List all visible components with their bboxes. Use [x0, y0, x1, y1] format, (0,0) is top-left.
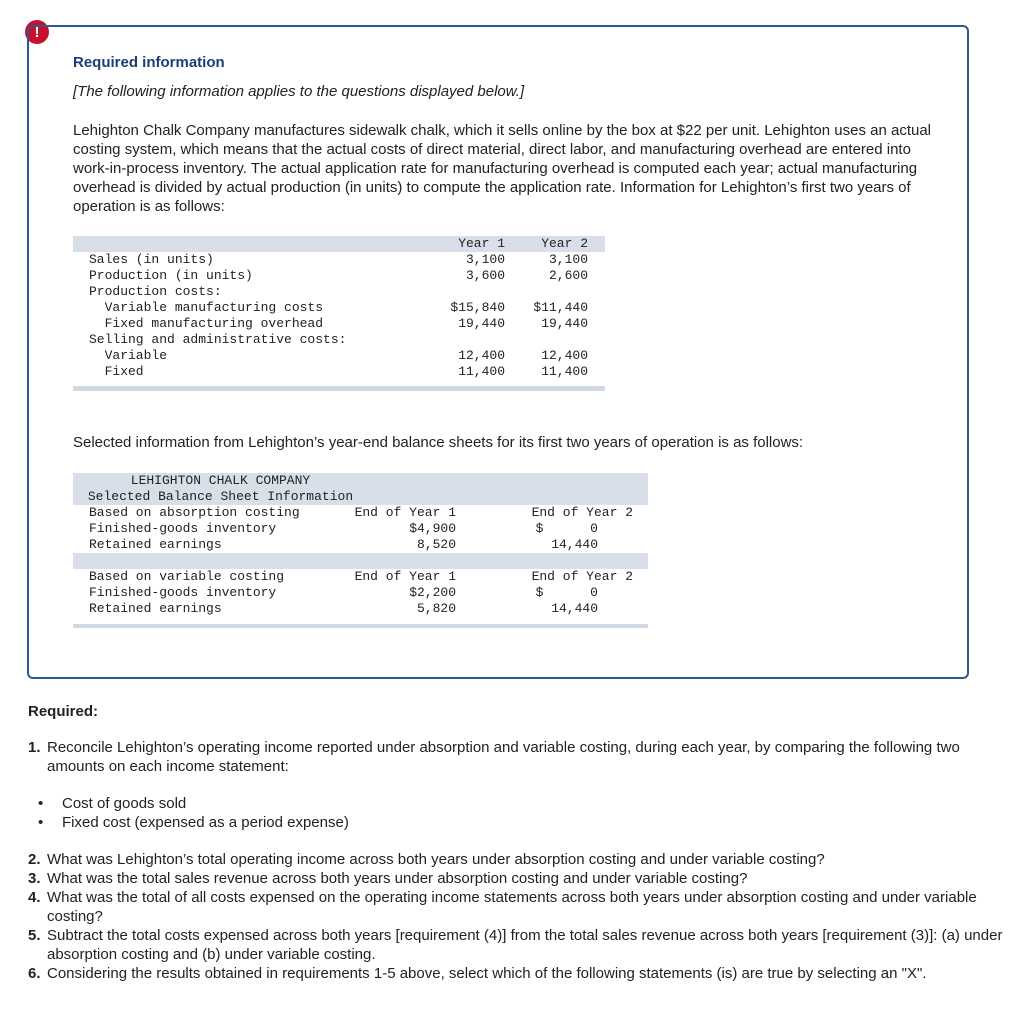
- cost-data-table: [73, 236, 605, 394]
- table-row: [73, 252, 605, 268]
- table-row: [73, 585, 648, 601]
- requirement-2: [28, 850, 1013, 869]
- table-row: [73, 569, 648, 585]
- requirement-text: What was the total of all costs expensed on the operating income statements across both years under absorption costing and under variable costing?: [47, 889, 977, 925]
- end-year2-value: $ 0: [535, 585, 598, 600]
- requirement-5: [28, 926, 1013, 964]
- table-separator-band: [73, 553, 648, 569]
- requirement-6: [28, 964, 1013, 983]
- section-label: Based on variable costing: [89, 569, 285, 584]
- table-row: [73, 601, 648, 617]
- year1-value: 12,400: [458, 348, 505, 363]
- year2-value: 11,400: [541, 364, 588, 379]
- table-header-row: [73, 236, 605, 252]
- year2-header: Year 2: [541, 236, 588, 251]
- end-year2-value: 14,440: [551, 601, 598, 616]
- row-label: Production (in units): [89, 268, 253, 283]
- required-title: Required:: [28, 703, 99, 720]
- table-row: [73, 284, 605, 300]
- end-year2-value: 14,440: [551, 537, 598, 552]
- list-item: • Cost of goods sold: [38, 795, 187, 812]
- table-row: [73, 505, 648, 521]
- table-row: [73, 348, 605, 364]
- year2-value: 19,440: [541, 316, 588, 331]
- section-label: Based on absorption costing: [89, 505, 300, 520]
- balance-sheet-intro: Selected information from Lehighton’s year-end balance sheets for its first two years of operation is as follows:: [73, 434, 804, 451]
- table-bottom-rule: [73, 624, 648, 628]
- requirement-text: Reconcile Lehighton’s operating income reported under absorption and variable costing, during each year, by comparing the following two amounts on each income statement:: [47, 739, 960, 775]
- row-label: Fixed: [89, 364, 144, 379]
- row-label: Variable manufacturing costs: [89, 300, 324, 315]
- company-title: LEHIGHTON CHALK COMPANY: [130, 473, 311, 488]
- row-label: Selling and administrative costs:: [89, 332, 347, 347]
- table-row: [73, 521, 648, 537]
- requirement-number: 2.: [28, 851, 41, 868]
- requirement-4: [28, 888, 1013, 926]
- year2-value: $11,440: [533, 300, 588, 315]
- year1-value: 11,400: [458, 364, 505, 379]
- requirement-number: 1.: [28, 739, 41, 756]
- balance-sheet-table: [73, 473, 648, 630]
- end-year1-header: End of Year 1: [354, 569, 456, 584]
- requirement-text: Subtract the total costs expensed across both years [requirement (4)] from the total sales revenue across both years [requirement (3)]: (a) under absorption costing and (b) under variable costing.: [47, 927, 1003, 963]
- year1-value: $15,840: [450, 300, 505, 315]
- section-heading: Required information: [73, 54, 225, 71]
- exclamation-icon: !: [25, 20, 49, 44]
- end-year1-value: 5,820: [416, 601, 456, 616]
- requirement-number: 3.: [28, 870, 41, 887]
- year1-value: 3,600: [465, 268, 505, 283]
- year2-value: 2,600: [548, 268, 588, 283]
- intro-paragraph: Lehighton Chalk Company manufactures sidewalk chalk, which it sells online by the box at $22 per unit. Lehighton uses an actual costing system, which means that the actual costs of direct material, direct labor, and manufacturing overhead are entered into work-in-process inventory. The actual application rate for manufacturing overhead is computed each year; actual manufacturing overhead is divided by actual production (in units) to compute the application rate. Information for Lehighton’s first two years of operation is as follows:: [73, 122, 932, 215]
- year2-value: 12,400: [541, 348, 588, 363]
- table-row: [73, 537, 648, 553]
- table-row: [73, 364, 605, 380]
- end-year2-header: End of Year 2: [531, 505, 633, 520]
- row-label: Variable: [89, 348, 168, 363]
- section-subheading: [The following information applies to the questions displayed below.]: [73, 83, 525, 100]
- requirement-1: [28, 738, 1013, 776]
- table-row: [73, 332, 605, 348]
- year2-value: 3,100: [548, 252, 588, 267]
- requirement-text: What was the total sales revenue across both years under absorption costing and under variable costing?: [47, 870, 748, 887]
- requirement-number: 5.: [28, 927, 41, 944]
- row-label: Retained earnings: [89, 601, 222, 616]
- requirement-number: 4.: [28, 889, 41, 906]
- requirement-3: [28, 869, 1013, 888]
- table-bottom-rule: [73, 386, 605, 391]
- end-year2-header: End of Year 2: [531, 569, 633, 584]
- end-year1-value: $2,200: [409, 585, 456, 600]
- requirement-text: Considering the results obtained in requirements 1-5 above, select which of the following statements (is) are true by selecting an "X".: [47, 965, 927, 982]
- requirement-number: 6.: [28, 965, 41, 982]
- year1-header: Year 1: [458, 236, 505, 251]
- table-row: [73, 300, 605, 316]
- table-row: [73, 316, 605, 332]
- table-row: [73, 268, 605, 284]
- requirement-text: What was Lehighton’s total operating income across both years under absorption costing and under variable costing?: [47, 851, 825, 868]
- row-label: Retained earnings: [89, 537, 222, 552]
- row-label: Sales (in units): [89, 252, 214, 267]
- bullet-text: Cost of goods sold: [62, 795, 187, 812]
- row-label: Fixed manufacturing overhead: [89, 316, 324, 331]
- table-subtitle: Selected Balance Sheet Information: [87, 489, 354, 504]
- end-year1-header: End of Year 1: [354, 505, 456, 520]
- end-year2-value: $ 0: [535, 521, 598, 536]
- list-item: • Fixed cost (expensed as a period expense): [38, 814, 349, 831]
- row-label: Finished-goods inventory: [89, 585, 277, 600]
- end-year1-value: 8,520: [416, 537, 456, 552]
- year1-value: 3,100: [465, 252, 505, 267]
- bullet-text: Fixed cost (expensed as a period expense): [62, 814, 349, 831]
- end-year1-value: $4,900: [409, 521, 456, 536]
- row-label: Finished-goods inventory: [89, 521, 277, 536]
- row-label: Production costs:: [89, 284, 222, 299]
- year1-value: 19,440: [458, 316, 505, 331]
